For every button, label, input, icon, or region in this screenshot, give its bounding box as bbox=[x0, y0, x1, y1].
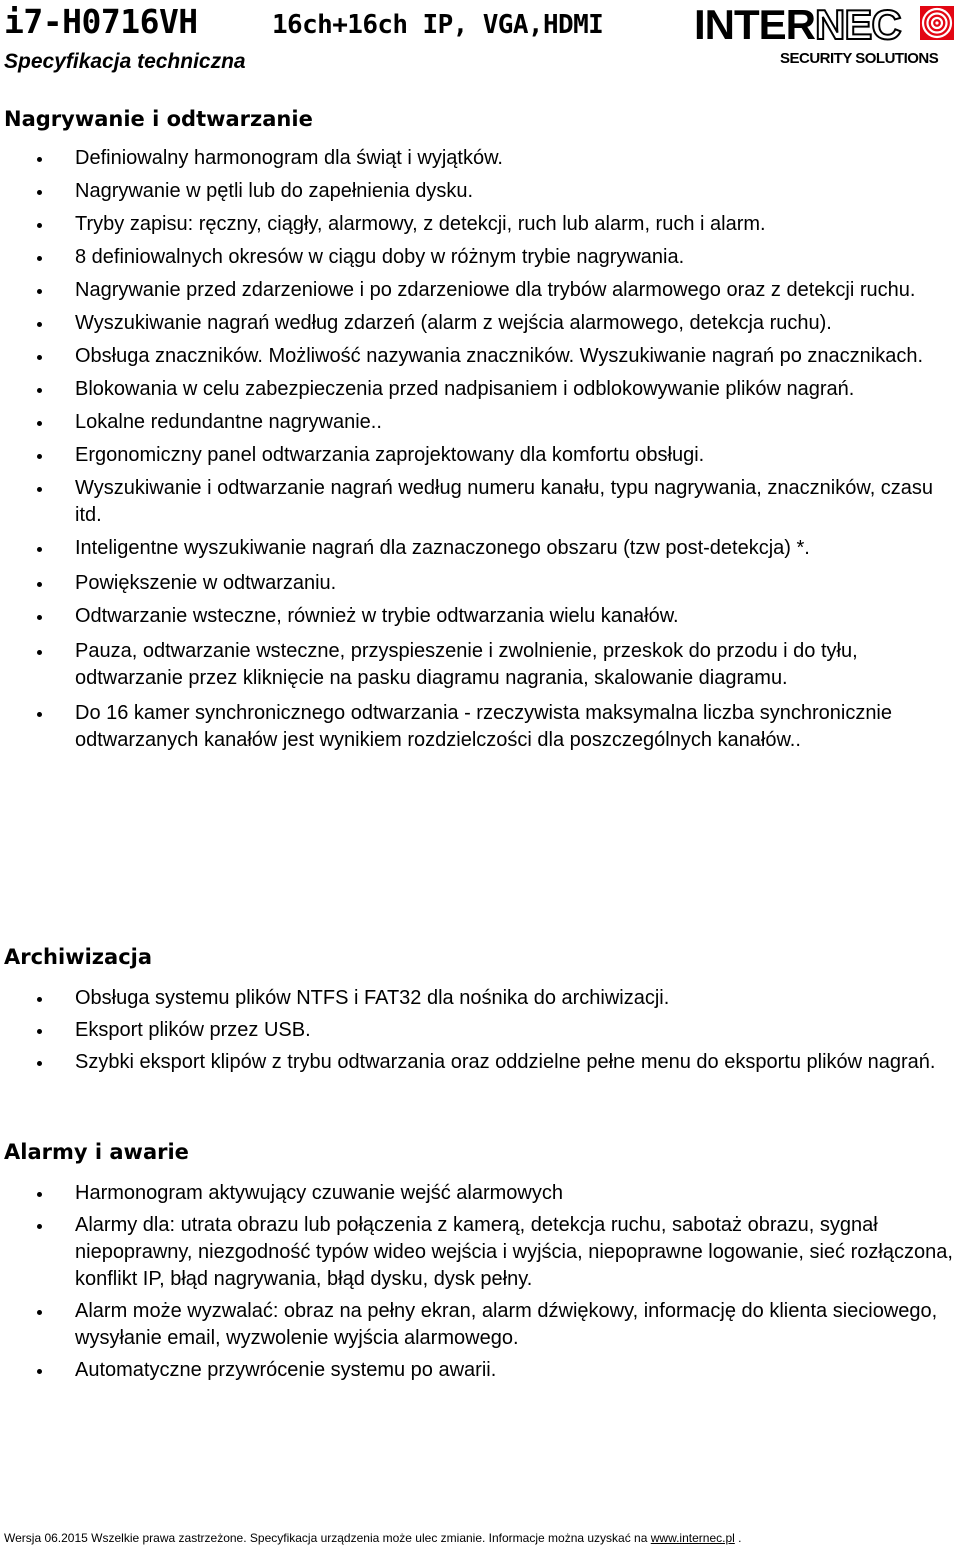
model-title: i7-H0716VH bbox=[4, 2, 198, 41]
list-item: Szybki eksport klipów z trybu odtwarzania oraz oddzielne pełne menu do eksportu plików nagrań. bbox=[0, 1049, 960, 1076]
list-item: Wyszukiwanie nagrań według zdarzeń (alarm z wejścia alarmowego, detekcja ruchu). bbox=[0, 310, 960, 337]
bullet-icon bbox=[37, 256, 42, 261]
list-item: Wyszukiwanie i odtwarzanie nagrań według numeru kanału, typu nagrywania, znaczników, czasu itd. bbox=[0, 475, 960, 529]
recording-feature-list bbox=[0, 145, 960, 760]
list-item: Pauza, odtwarzanie wsteczne, przyspieszenie i zwolnienie, przeskok do przodu i do tyłu, odtwarzanie przez kliknięcie na pasku diagramu nagrania, skalowanie diagramu. bbox=[0, 638, 960, 692]
list-item: Powiększenie w odtwarzaniu. bbox=[0, 570, 960, 597]
bullet-icon bbox=[37, 650, 42, 655]
internec-logo bbox=[694, 1, 956, 68]
bullet-icon bbox=[37, 997, 42, 1002]
bullet-icon bbox=[37, 1369, 42, 1374]
list-item: Nagrywanie przed zdarzeniowe i po zdarzeniowe dla trybów alarmowego oraz z detekcji ruchu. bbox=[0, 277, 960, 304]
bullet-icon bbox=[37, 223, 42, 228]
bullet-icon bbox=[37, 157, 42, 162]
footer-text: Wersja 06.2015 Wszelkie prawa zastrzeżone. Specyfikacja urządzenia może ulec zmianie. Informacje można uzyskać na bbox=[4, 1531, 651, 1545]
bullet-icon bbox=[37, 322, 42, 327]
bullet-icon bbox=[37, 582, 42, 587]
page-footer bbox=[4, 1531, 741, 1545]
list-item: Inteligentne wyszukiwanie nagrań dla zaznaczonego obszaru (tzw post-detekcja) *. bbox=[0, 535, 960, 562]
logo-tagline: SECURITY SOLUTIONS bbox=[780, 50, 939, 67]
list-item: Eksport plików przez USB. bbox=[0, 1017, 960, 1044]
list-item: Alarmy dla: utrata obrazu lub połączenia z kamerą, detekcja ruchu, sabotaż obrazu, sygnał niepoprawny, niezgodność typów wideo wejścia i wyjścia, niepoprawne logowanie, sieć rozłączona, konflikt IP, błąd nagrywania, błąd dysku, dysk pełny. bbox=[0, 1212, 960, 1293]
bullet-icon bbox=[37, 712, 42, 717]
bullet-icon bbox=[37, 289, 42, 294]
bullet-icon bbox=[37, 1061, 42, 1066]
list-item: Do 16 kamer synchronicznego odtwarzania - rzeczywista maksymalna liczba synchronicznie odtwarzanych kanałów jest wynikiem rozdzielczości dla poszczególnych kanałów.. bbox=[0, 700, 960, 754]
bullet-icon bbox=[37, 1192, 42, 1197]
list-item: Blokowania w celu zabezpieczenia przed nadpisaniem i odblokowywanie plików nagrań. bbox=[0, 376, 960, 403]
bullet-icon bbox=[37, 1310, 42, 1315]
list-item: Nagrywanie w pętli lub do zapełnienia dysku. bbox=[0, 178, 960, 205]
logo-word-nec: NEC bbox=[815, 1, 901, 48]
list-item: Definiowalny harmonogram dla świąt i wyjątków. bbox=[0, 145, 960, 172]
bullet-icon bbox=[37, 190, 42, 195]
archiving-feature-list bbox=[0, 985, 960, 1081]
bullet-icon bbox=[37, 421, 42, 426]
section-title-alarms: Alarmy i awarie bbox=[4, 1140, 189, 1164]
target-ring-icon bbox=[920, 6, 954, 40]
list-item: Ergonomiczny panel odtwarzania zaprojektowany dla komfortu obsługi. bbox=[0, 442, 960, 469]
bullet-icon bbox=[37, 1029, 42, 1034]
document-subtitle: Specyfikacja techniczna bbox=[4, 50, 246, 73]
section-title-recording: Nagrywanie i odtwarzanie bbox=[4, 107, 313, 131]
bullet-icon bbox=[37, 1224, 42, 1229]
bullet-icon bbox=[37, 388, 42, 393]
list-item: Lokalne redundantne nagrywanie.. bbox=[0, 409, 960, 436]
list-item: Odtwarzanie wsteczne, również w trybie odtwarzania wielu kanałów. bbox=[0, 603, 960, 630]
list-item: Tryby zapisu: ręczny, ciągły, alarmowy, z detekcji, ruch lub alarm, ruch i alarm. bbox=[0, 211, 960, 238]
bullet-icon bbox=[37, 615, 42, 620]
list-item: Alarm może wyzwalać: obraz na pełny ekran, alarm dźwiękowy, informację do klienta sieciowego, wysyłanie email, wyzwolenie wyjścia alarmowego. bbox=[0, 1298, 960, 1352]
section-title-archiving: Archiwizacja bbox=[4, 945, 153, 969]
list-item: Obsługa znaczników. Możliwość nazywania znaczników. Wyszukiwanie nagrań po znacznikach. bbox=[0, 343, 960, 370]
bullet-icon bbox=[37, 487, 42, 492]
bullet-icon bbox=[37, 355, 42, 360]
list-item: Automatyczne przywrócenie systemu po awarii. bbox=[0, 1357, 960, 1384]
logo-word-inter: INTER bbox=[694, 1, 815, 48]
list-item: Obsługa systemu plików NTFS i FAT32 dla nośnika do archiwizacji. bbox=[0, 985, 960, 1012]
model-description: 16ch+16ch IP, VGA,HDMI bbox=[272, 10, 604, 40]
footer-end: . bbox=[734, 1531, 742, 1545]
list-item: Harmonogram aktywujący czuwanie wejść alarmowych bbox=[0, 1180, 960, 1207]
list-item: 8 definiowalnych okresów w ciągu doby w różnym trybie nagrywania. bbox=[0, 244, 960, 271]
alarms-feature-list bbox=[0, 1180, 960, 1389]
bullet-icon bbox=[37, 454, 42, 459]
website-link[interactable]: www.internec.pl bbox=[650, 1531, 735, 1545]
bullet-icon bbox=[37, 547, 42, 552]
logo-wordmark bbox=[694, 1, 901, 48]
